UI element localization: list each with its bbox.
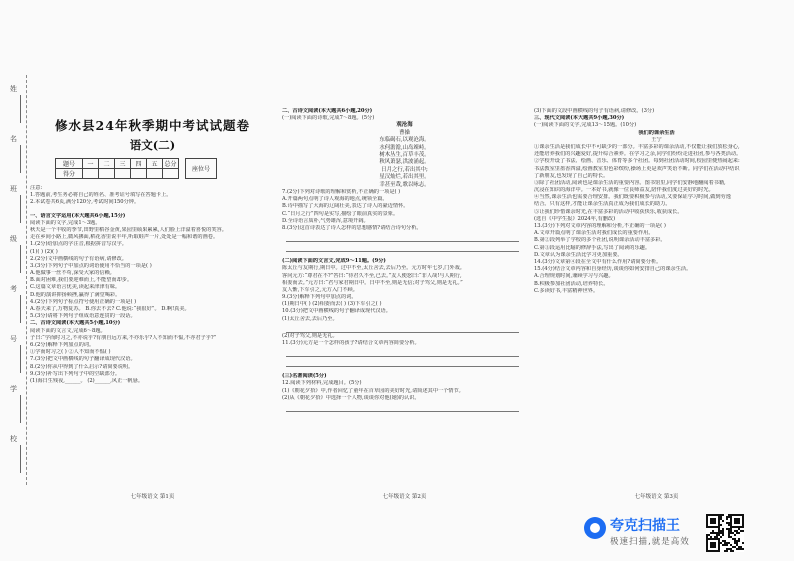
answer-line xyxy=(286,357,519,367)
text-line: D.全诗语言质朴,气势雄浑,意境开阔。 xyxy=(282,217,369,224)
page-two-header xyxy=(282,108,527,122)
text-line: 9.(3分)补写出下列句子中的空缺部分。 xyxy=(30,370,121,377)
poem-line: 幸甚至哉,歌以咏志。 xyxy=(379,181,430,188)
exam-subtitle: 语文(二) xyxy=(129,138,176,152)
exam-title: 修水县24年秋季期中考试试题卷 xyxy=(55,118,250,133)
text-line: C.多读好书,丰富精神世界。 xyxy=(534,287,599,294)
binding-write-line xyxy=(20,195,21,223)
text-line: 5.(3分)请将下列句子组成语意连贯的一段话。 xyxy=(30,313,136,320)
text-line: A.文章开篇点明了课余生活对我们成长的重要作用。 xyxy=(534,230,654,237)
classical-prose-section xyxy=(282,258,527,323)
score-table-score-cell xyxy=(99,169,115,179)
text-line: 秋天是一个丰收的季节,田野里稻谷金黄,果园里硕果累累,人们脸上洋溢着喜悦的笑容。 xyxy=(30,226,227,233)
binding-label-char: 姓 xyxy=(10,85,17,93)
text-line: 13.(3分)下列对文章内容的理解和分析,不正确的一项是( ) xyxy=(534,223,666,229)
section-heading: (三)名著阅读(5分) xyxy=(282,373,327,380)
text-line: 11.(3分)元方是一个怎样的孩子?请结合文章内容简要分析。 xyxy=(282,340,420,347)
score-table-score-cell xyxy=(163,169,179,179)
text-line: (2)从《朝花夕拾》中选择一个人物,谈谈你对他(她)的认识。 xyxy=(282,394,420,401)
text-line: 7.(2分)下列对诗歌的理解和赏析,不正确的一项是( ) xyxy=(282,189,401,196)
score-table-score-cell xyxy=(115,169,131,179)
answer-line xyxy=(286,323,519,333)
text-line: A.开篇两句点明了诗人观海的地点,统领全篇。 xyxy=(282,196,388,203)
answer-line xyxy=(286,347,519,357)
text-line: (2)对子骂父,则是无礼。 xyxy=(282,332,338,339)
poem-line: 日月之行,若出其中; xyxy=(381,166,428,173)
text-line: 还能培养我们的兴趣爱好,提升综合素养。在学习之余,同学们纷纷走进社团,参与各类活动。 xyxy=(534,151,742,158)
text-line: ②学校开设了书法、绘画、音乐、体育等多个社团。每到社团活动时间,校园里便热闹起来: xyxy=(534,158,740,165)
binding-write-line xyxy=(20,245,21,273)
text-line: C.这篇文章语言优美,读起来津津有味。 xyxy=(30,284,121,291)
poem-line: 秋风萧瑟,洪波涌起。 xyxy=(379,159,430,166)
text-line: 3.(3分)下列句子中加点的词语使用不恰当的一项是( ) xyxy=(30,262,152,269)
binding-write-line xyxy=(20,395,21,423)
page-three xyxy=(534,98,779,498)
article-author: 王宁 xyxy=(651,136,662,143)
text-line: B.第②段列举了学校的多个社团,说明课余活动丰富多彩。 xyxy=(534,237,666,244)
text-line: 10.(3分)把文中画横线的句子翻译成现代汉语。 xyxy=(282,308,391,315)
text-line: D.文章认为课余生活比学习更加重要。 xyxy=(534,251,623,258)
text-line: 阅读下面的文字,完成1～3题。 xyxy=(30,219,101,226)
text-line: ⑤让我们珍惜课余时光,在丰富多彩的活动中收获快乐,收获成长。 xyxy=(534,208,683,215)
text-line: 阅读下面的文言文,完成6～8题。 xyxy=(30,327,106,334)
answer-line xyxy=(286,242,519,252)
text-line: ④当然,课余生活也需要合理安排。我们既要积极参与活动,又要保证学习时间,做到劳逸 xyxy=(534,194,731,201)
text-line: 注意: xyxy=(30,185,43,191)
text-line: 15.(4分)结合文章内容和自身经历,谈谈你如何安排自己的课余生活。 xyxy=(534,266,692,273)
text-line: 走在乡间小路上,微风拂面,稻花香里说丰年,听取蛙声一片,处处是一幅和谐的画卷。 xyxy=(30,234,219,241)
text-line: 相委而去。”元方曰:“君与家君期日中。日中不至,则是无信;对子骂父,则是无礼。” xyxy=(282,279,463,286)
text-line: (一)阅读下面的诗歌,完成7～8题。(5分) xyxy=(282,115,375,122)
text-line: A.春天来了,万物复苏。 B.你去不去? C.他说:“我很好”。 D.啊!真美。 xyxy=(30,306,190,312)
answer-line xyxy=(286,402,519,412)
text-line: 书法教室里墨香四溢,绘画教室里色彩缤纷,操场上更是欢声笑语不断。同学们在活动中结识 xyxy=(534,165,740,172)
text-line: 了新朋友,也发现了自己的特长。 xyxy=(534,172,609,179)
text-line: A.合理规划时间,兼顾学习与兴趣。 xyxy=(534,273,614,280)
text-line: B.诗中描写了大海的辽阔壮美,表达了诗人的豪迈情怀。 xyxy=(282,203,409,210)
text-line: ③除了社团活动,阅读也是课余生活的重要内容。图书馆里,同学们安静地翻阅着书籍, xyxy=(534,179,726,186)
text-line: 结合。只有这样,才能让课余生活真正成为我们成长的助力。 xyxy=(534,201,671,208)
text-line: 4.(2分)下列句子标点符号使用正确的一项是( ) xyxy=(30,298,137,305)
poem-line: 星汉灿烂,若出其里。 xyxy=(379,174,430,181)
binding-write-line xyxy=(20,445,21,473)
text-line: 8.(2分)你从中得到了什么启示?请简要说明。 xyxy=(30,363,134,370)
binding-label-char: 级 xyxy=(10,235,17,243)
text-line: ①学而时习之( ) ②人不知而不愠( ) xyxy=(30,349,111,356)
text-line: C.“日月之行”四句是实写,描绘了眼前真实的景象。 xyxy=(282,210,399,217)
poem-line: 东临碣石,以观沧海。 xyxy=(379,137,430,144)
poem-title: 观沧海 xyxy=(396,122,413,129)
score-table-score-cell xyxy=(131,169,147,179)
watermark-brand: 夸克扫描王 xyxy=(610,518,680,534)
page-footer: 七年级语文 第1页 xyxy=(130,494,175,500)
poem-line: 树木丛生,百草丰茂。 xyxy=(379,152,430,158)
score-table-header-cell: 四 xyxy=(131,159,147,169)
text-line: 12.阅读下列材料,完成题目。(5分) xyxy=(282,380,362,387)
page-one xyxy=(30,98,275,498)
text-line: (1)期日中( ) (2)相委而去( ) (3)下车引之( ) xyxy=(282,301,382,308)
text-line: 2.(2分)文中画横线的句子有语病,请修改。 xyxy=(30,255,127,262)
score-table-header-cell: 总分 xyxy=(163,159,179,169)
poem-line: 水何澹澹,山岛竦峙。 xyxy=(379,144,430,151)
binding-label-char: 名 xyxy=(10,135,17,143)
text-line: 陈太丘与友期行,期日中。过中不至,太丘舍去,去后乃至。元方时年七岁,门外戏。 xyxy=(282,265,465,272)
text-line: (选自《中学生报》2024年,有删改) xyxy=(534,215,616,222)
section-heading: 二、古诗文阅读(本大题共5小题,10分) xyxy=(30,320,121,327)
binding-label-char: 校 xyxy=(10,435,17,443)
text-line: 1.(2分)给加点的字注音,根据拼音写汉字。 xyxy=(30,241,127,248)
binding-write-line xyxy=(20,345,21,373)
binding-write-line xyxy=(20,145,21,173)
text-line: B.面对困难,我们要迎难而上,不能望而却步。 xyxy=(30,277,133,284)
text-line: (1)太丘舍去,去后乃至。 xyxy=(282,315,338,322)
binding-write-line xyxy=(20,295,21,323)
text-line: 7.(3分)把文中画横线的句子翻译成现代汉语。 xyxy=(30,356,136,363)
score-table-header-cell: 五 xyxy=(147,159,163,169)
watermark-slogan: 极速扫描,就是高效 xyxy=(610,537,690,547)
text-line: B.积极参加社团活动,培养特长。 xyxy=(534,280,609,287)
binding-write-line xyxy=(20,95,21,123)
text-line: A.他做事一丝不苟,深受大家的信赖。 xyxy=(30,270,115,277)
text-line: 6.(2分)解释下列加点的词。 xyxy=(30,341,95,348)
page-footer: 七年级语文 第3页 xyxy=(634,494,679,500)
text-line: (1)( ) (2)( ) xyxy=(30,248,58,255)
classical-prose-questions xyxy=(282,333,527,347)
score-table-header-label: 题号 xyxy=(56,159,83,169)
seat-number-box: 座位号 xyxy=(185,158,217,179)
section-heading: 三、现代文阅读(本大题共9小题,30分) xyxy=(534,115,625,122)
text-line: (1)《朝花夕拾》中,作者回忆了童年在百草园的美好时光,请简述其中一个情节。 xyxy=(282,387,464,394)
poem-questions xyxy=(282,189,527,232)
book-reading-section xyxy=(282,373,527,402)
quark-logo-icon xyxy=(584,517,606,539)
page-two xyxy=(282,98,527,498)
binding-label-char: 考 xyxy=(10,285,17,293)
text-line: (3)下面的文段中画横线的句子有语病,请修改。(3分) xyxy=(534,108,655,114)
article-content xyxy=(534,144,779,295)
text-line: 2.本试卷共6页,满分120分,考试时间150分钟。 xyxy=(30,199,140,206)
text-line: D.他的演讲抑扬顿挫,赢得了满堂喝彩。 xyxy=(30,291,121,298)
score-table-score-cell xyxy=(147,169,163,179)
exam-notes xyxy=(30,185,275,207)
score-table xyxy=(55,158,179,179)
score-table-header-cell: 二 xyxy=(99,159,115,169)
score-table-score-cell xyxy=(83,169,99,179)
scanner-watermark xyxy=(584,511,700,551)
text-line: C.第③段运用比喻的修辞手法,写出了阅读的乐趣。 xyxy=(534,244,651,251)
answer-line xyxy=(286,232,519,242)
score-table-score-label: 得分 xyxy=(56,169,83,179)
page-footer: 七年级语文 第2页 xyxy=(382,494,427,500)
text-line: 友人惭,下车引之,元方入门不顾。 xyxy=(282,286,358,293)
text-line: ①课余生活是我们成长中不可缺少的一部分。丰富多彩的课余活动,不仅能让我们放松身心, xyxy=(534,143,740,150)
text-line: 8.(3分)这首诗表达了诗人怎样的思想感情?请结合诗句分析。 xyxy=(282,224,422,231)
qr-code-icon xyxy=(706,514,744,552)
score-table-header-cell: 三 xyxy=(115,159,131,169)
text-line: (1)海日生残夜,______。 (2)______,风正一帆悬。 xyxy=(30,377,144,384)
section-heading: 二、古诗文阅读(本大题共6小题,20分) xyxy=(282,108,373,114)
article-title: 我们的课余生活 xyxy=(638,129,675,136)
page-one-content xyxy=(30,213,275,386)
text-line: 1.答题前,考生务必将自己的姓名、准考证号填写在答题卡上。 xyxy=(30,192,172,199)
text-line: 沉浸在知识的海洋中。一本好书,就像一位良师益友,陪伴我们度过美好的时光。 xyxy=(534,187,714,194)
binding-label-char: 班 xyxy=(10,185,17,193)
text-line: (一)阅读下面的文字,完成13～15题。(10分) xyxy=(534,122,637,129)
score-table-header-cell: 一 xyxy=(83,159,99,169)
poem-lines xyxy=(282,137,527,189)
section-heading: (二)阅读下面的文言文,完成9～11题。(9分) xyxy=(282,258,386,265)
binding-margin xyxy=(6,75,27,485)
text-line: 客问元方:“尊君在不?”答曰:“待君久不至,已去。”友人便怒曰:“非人哉!与人期行, xyxy=(282,272,462,279)
text-line: 14.(3分)文章第④段在全文中有什么作用?请简要分析。 xyxy=(534,258,662,265)
page-three-header xyxy=(534,108,779,130)
binding-label-char: 号 xyxy=(10,335,17,343)
score-area xyxy=(55,158,275,179)
text-line: 9.(3分)解释下列句中加点的词。 xyxy=(282,294,357,301)
text-line: 子曰:“学而时习之,不亦说乎?有朋自远方来,不亦乐乎?人不知而不愠,不亦君子乎?” xyxy=(30,334,217,341)
section-heading: 一、语言文字运用(本大题共6小题,15分) xyxy=(30,212,126,219)
binding-label-char: 学 xyxy=(10,385,17,393)
poem-author: 曹操 xyxy=(399,129,410,136)
